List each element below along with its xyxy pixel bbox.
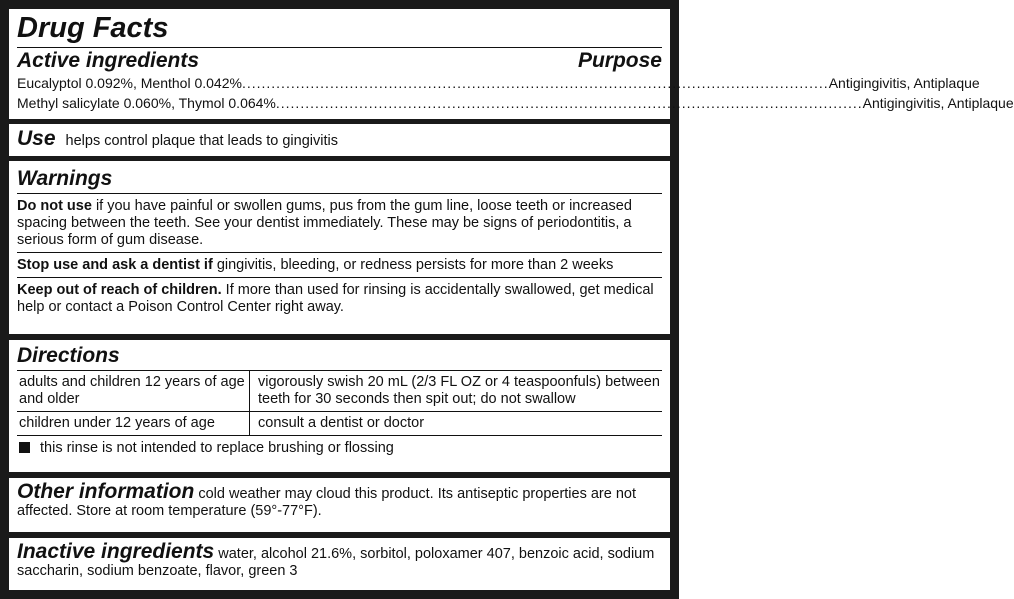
keep-out-text: If more than used for rinsing is accidentally swallowed, get medical help or contact a Poison Control Center right away. [17, 282, 654, 315]
directions-table [17, 370, 662, 435]
do-not-use-paragraph [17, 194, 662, 252]
active-ingredient: Eucalyptol 0.092%, Menthol 0.042% [17, 75, 242, 91]
inactive-ingredients-paragraph [17, 538, 662, 580]
directions-instruction: vigorously swish 20 mL (2/3 FL OZ or 4 teaspoonfuls) between teeth for 30 seconds then spit out; do not swallow [250, 371, 663, 412]
active-ingredients-box [9, 9, 1014, 119]
stop-use-label: Stop use and ask a dentist if [17, 257, 213, 273]
directions-heading: Directions [17, 344, 120, 367]
stop-use-text: gingivitis, bleeding, or redness persists for more than 2 weeks [212, 257, 614, 273]
directions-age: children under 12 years of age [17, 412, 250, 436]
keep-out-label: Keep out of reach of children. [17, 282, 222, 298]
leader-dots: ........................................................................................................................ [241, 75, 829, 91]
other-information-paragraph [17, 478, 662, 520]
use-heading: Use [17, 127, 56, 150]
other-information-text: cold weather may cloud this product. Its antiseptic properties are not affected. Store at room temperature (59°-77°F). [17, 486, 637, 519]
directions-instruction: consult a dentist or doctor [250, 412, 663, 436]
inactive-ingredients-heading: Inactive ingredients [17, 540, 215, 563]
inactive-ingredients-box [9, 538, 670, 590]
use-box [9, 124, 670, 156]
warnings-heading: Warnings [17, 167, 113, 190]
active-row [17, 73, 980, 93]
directions-note [17, 436, 662, 461]
leader-dots: ........................................................................................................................ [275, 95, 863, 111]
active-header-row [17, 48, 662, 73]
do-not-use-label: Do not use [17, 198, 92, 214]
table-row [17, 412, 662, 436]
use-text: helps control plaque that leads to gingivitis [65, 133, 338, 149]
warnings-box [9, 161, 670, 334]
other-information-heading: Other information [17, 480, 195, 503]
active-row [17, 93, 1014, 113]
purpose-heading: Purpose [577, 49, 662, 72]
directions-age: adults and children 12 years of age and older [17, 371, 250, 412]
drug-facts-title: Drug Facts [17, 12, 169, 44]
active-purpose: Antigingivitis, Antiplaque [828, 75, 980, 91]
inactive-ingredients-text: water, alcohol 21.6%, sorbitol, poloxamer 407, benzoic acid, sodium saccharin, sodium benzoate, flavor, green 3 [17, 546, 655, 579]
square-bullet-icon [19, 442, 30, 453]
active-ingredients-heading: Active ingredients [17, 49, 200, 72]
stop-use-paragraph [17, 253, 662, 277]
active-purpose: Antigingivitis, Antiplaque [862, 95, 1014, 111]
do-not-use-text: if you have painful or swollen gums, pus from the gum line, loose teeth or increased spacing between the teeth. See your dentist immediately. These may be signs of periodontitis, a serious form of gum disease. [17, 198, 632, 248]
directions-box [9, 340, 670, 472]
directions-note-text: this rinse is not intended to replace brushing or flossing [40, 440, 394, 456]
table-row [17, 371, 662, 412]
other-information-box [9, 478, 670, 532]
active-ingredient: Methyl salicylate 0.060%, Thymol 0.064% [17, 95, 276, 111]
keep-out-paragraph [17, 278, 662, 319]
